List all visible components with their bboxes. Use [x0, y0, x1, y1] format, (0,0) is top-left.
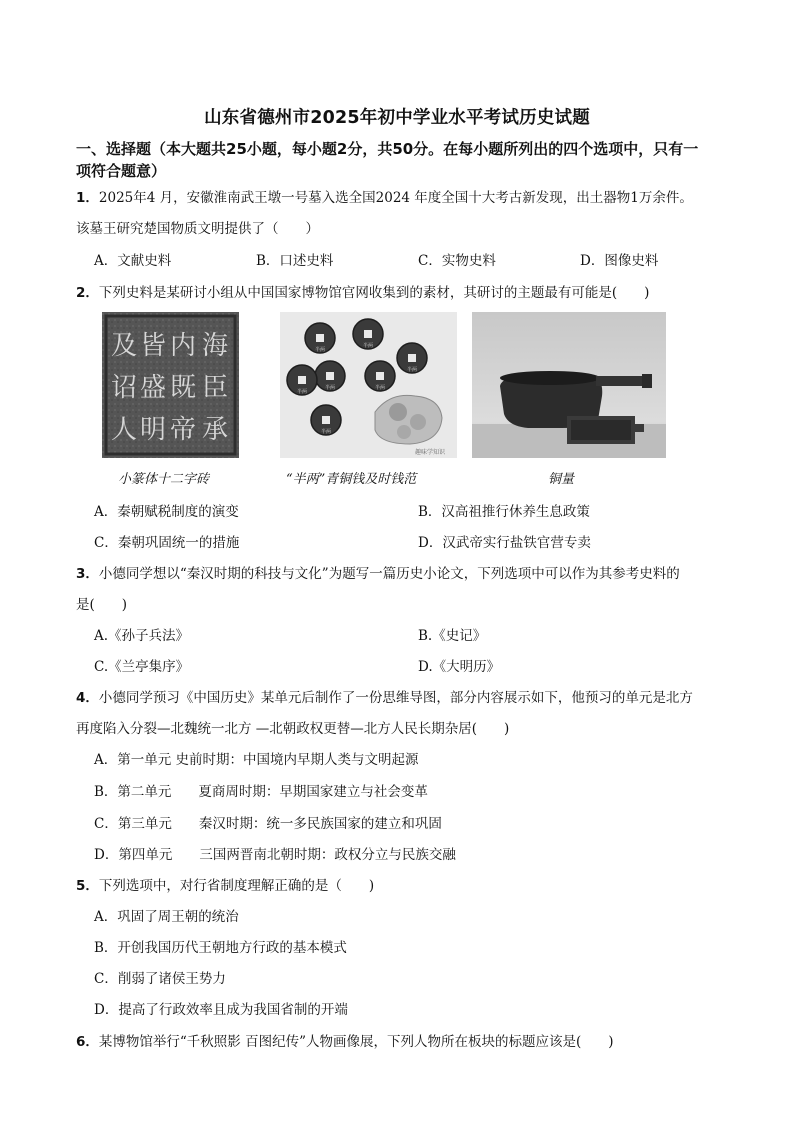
q5-option-b[interactable]: B．开创我国历代王朝地方行政的基本模式: [94, 940, 347, 956]
q1-option-b[interactable]: B．口述史料: [256, 253, 334, 269]
q3-option-a[interactable]: A.《孙子兵法》: [94, 628, 190, 644]
q4-text-2: 再度陷入分裂—北魏统一北方 —北朝政权更替—北方人民长期杂居( ): [76, 721, 510, 737]
section-heading-line-2: 项符合题意）: [76, 162, 167, 180]
brick-caption: 小篆体十二字砖: [118, 472, 210, 487]
q6-number: 6．: [76, 1034, 99, 1050]
q3-option-c[interactable]: C.《兰亭集序》: [94, 659, 190, 675]
brick-seal-character: 内: [169, 331, 197, 361]
q6-line: [76, 1030, 614, 1050]
q1-option-d[interactable]: D．图像史料: [580, 253, 659, 269]
coin-inscription: 半两: [362, 343, 374, 349]
q3-number: 3．: [76, 566, 99, 582]
q3-line-1: [76, 562, 680, 582]
banliang-coin: [315, 361, 345, 391]
q4-option-a[interactable]: A．第一单元 史前时期：中国境内早期人类与文明起源: [94, 752, 419, 768]
q5-stem: 下列选项中，对行省制度理解正确的是（ ): [98, 878, 375, 894]
q5-line: [76, 874, 374, 894]
q4-option-c[interactable]: C．第三单元 秦汉时期：统一多民族国家的建立和巩固: [94, 816, 442, 832]
brick-seal-character: 承: [201, 415, 229, 445]
brick-seal-character: 及: [110, 331, 138, 361]
banliang-coin: [365, 361, 395, 391]
q2-option-c[interactable]: C．秦朝巩固统一的措施: [94, 535, 240, 551]
q5-number: 5．: [76, 878, 99, 894]
q5-option-d[interactable]: D．提高了行政效率且成为我国省制的开端: [94, 1002, 348, 1018]
q1-option-a[interactable]: A．文献史料: [94, 253, 172, 269]
measure-illustration: [472, 312, 666, 458]
q6-stem: 某博物馆举行“千秋照影 百图纪传”人物画像展，下列人物所在板块的标题应该是( ): [98, 1034, 614, 1050]
banliang-coin: [353, 319, 383, 349]
q4-line-1: [76, 686, 693, 706]
q1-number: 1．: [76, 190, 99, 206]
brick-seal-character: 盛: [139, 373, 167, 403]
measure-caption: 铜量: [548, 472, 575, 487]
q5-option-c[interactable]: C．削弱了诸侯王势力: [94, 971, 226, 987]
banliang-coin: [311, 405, 341, 435]
q2-option-a[interactable]: A．秦朝赋税制度的演变: [94, 504, 239, 520]
q1-text-1: 2025年4 月，安徽淮南武王墩一号墓入选全国2024 年度全国十大考古新发现，出土器物1万余件。: [98, 190, 693, 206]
brick-seal-character: 皆: [139, 331, 167, 361]
section-heading: [76, 138, 756, 182]
brick-image: [102, 312, 239, 458]
q2-stem: 下列史料是某研讨小组从中国国家博物馆官网收集到的素材，其研讨的主题最有可能是( ): [98, 285, 650, 301]
brick-seal-character: 诏: [110, 373, 138, 403]
coin-inscription: 半两: [374, 385, 386, 391]
banliang-coin: [397, 343, 427, 373]
q1-option-c[interactable]: C．实物史料: [418, 253, 496, 269]
coin-inscription: 半两: [406, 367, 418, 373]
coins-caption: “半两”青铜钱及时钱范: [286, 472, 417, 487]
q1-line-1: [76, 186, 693, 206]
q2-option-d[interactable]: D．汉武帝实行盐铁官营专卖: [418, 535, 591, 551]
q3-text-2: 是( ): [76, 597, 128, 613]
brick-illustration: [102, 312, 239, 458]
q4-option-b[interactable]: B．第二单元 夏商周时期：早期国家建立与社会变革: [94, 784, 428, 800]
q2-option-b[interactable]: B．汉高祖推行休养生息政策: [418, 504, 590, 520]
q3-text-1: 小德同学想以“秦汉时期的科技与文化”为题写一篇历史小论文，下列选项中可以作为其参考史料的: [98, 566, 680, 582]
coin-inscription: 半两: [324, 385, 336, 391]
brick-seal-character: 既: [169, 373, 197, 403]
coin-inscription: 半两: [296, 389, 308, 395]
brick-seal-character: 海: [201, 331, 229, 361]
q5-option-a[interactable]: A．巩固了周王朝的统治: [94, 909, 239, 925]
q1-text-2: 该墓王研究楚国物质文明提供了（ ）: [76, 221, 319, 237]
page-title: 山东省德州市2025年初中学业水平考试历史试题: [204, 108, 590, 128]
section-heading-line-1: 一、选择题（本大题共25小题，每小题2分，共50分。在每小题所列出的四个选项中，只有一: [76, 140, 699, 158]
q4-option-d[interactable]: D．第四单元 三国两晋南北朝时期：政权分立与民族交融: [94, 847, 456, 863]
brick-seal-character: 明: [139, 415, 167, 445]
q4-number: 4．: [76, 690, 99, 706]
brick-seal-character: 臣: [201, 373, 229, 403]
coins-illustration: [280, 312, 457, 458]
q3-option-b[interactable]: B.《史记》: [418, 628, 487, 644]
measure-image: [472, 312, 666, 458]
coins-image: [280, 312, 457, 458]
coins-watermark: 趣味学知识: [414, 449, 446, 456]
q3-option-d[interactable]: D.《大明历》: [418, 659, 501, 675]
coin-inscription: 半两: [314, 347, 326, 353]
banliang-coin: [305, 323, 335, 353]
brick-seal-character: 帝: [169, 415, 197, 445]
coin-inscription: 半两: [320, 429, 332, 435]
banliang-coin: [287, 365, 317, 395]
q2-line: [76, 281, 649, 301]
q4-text-1: 小德同学预习《中国历史》某单元后制作了一份思维导图，部分内容展示如下，他预习的单元是北方: [98, 690, 693, 706]
brick-seal-character: 人: [110, 415, 138, 445]
q2-number: 2．: [76, 285, 99, 301]
